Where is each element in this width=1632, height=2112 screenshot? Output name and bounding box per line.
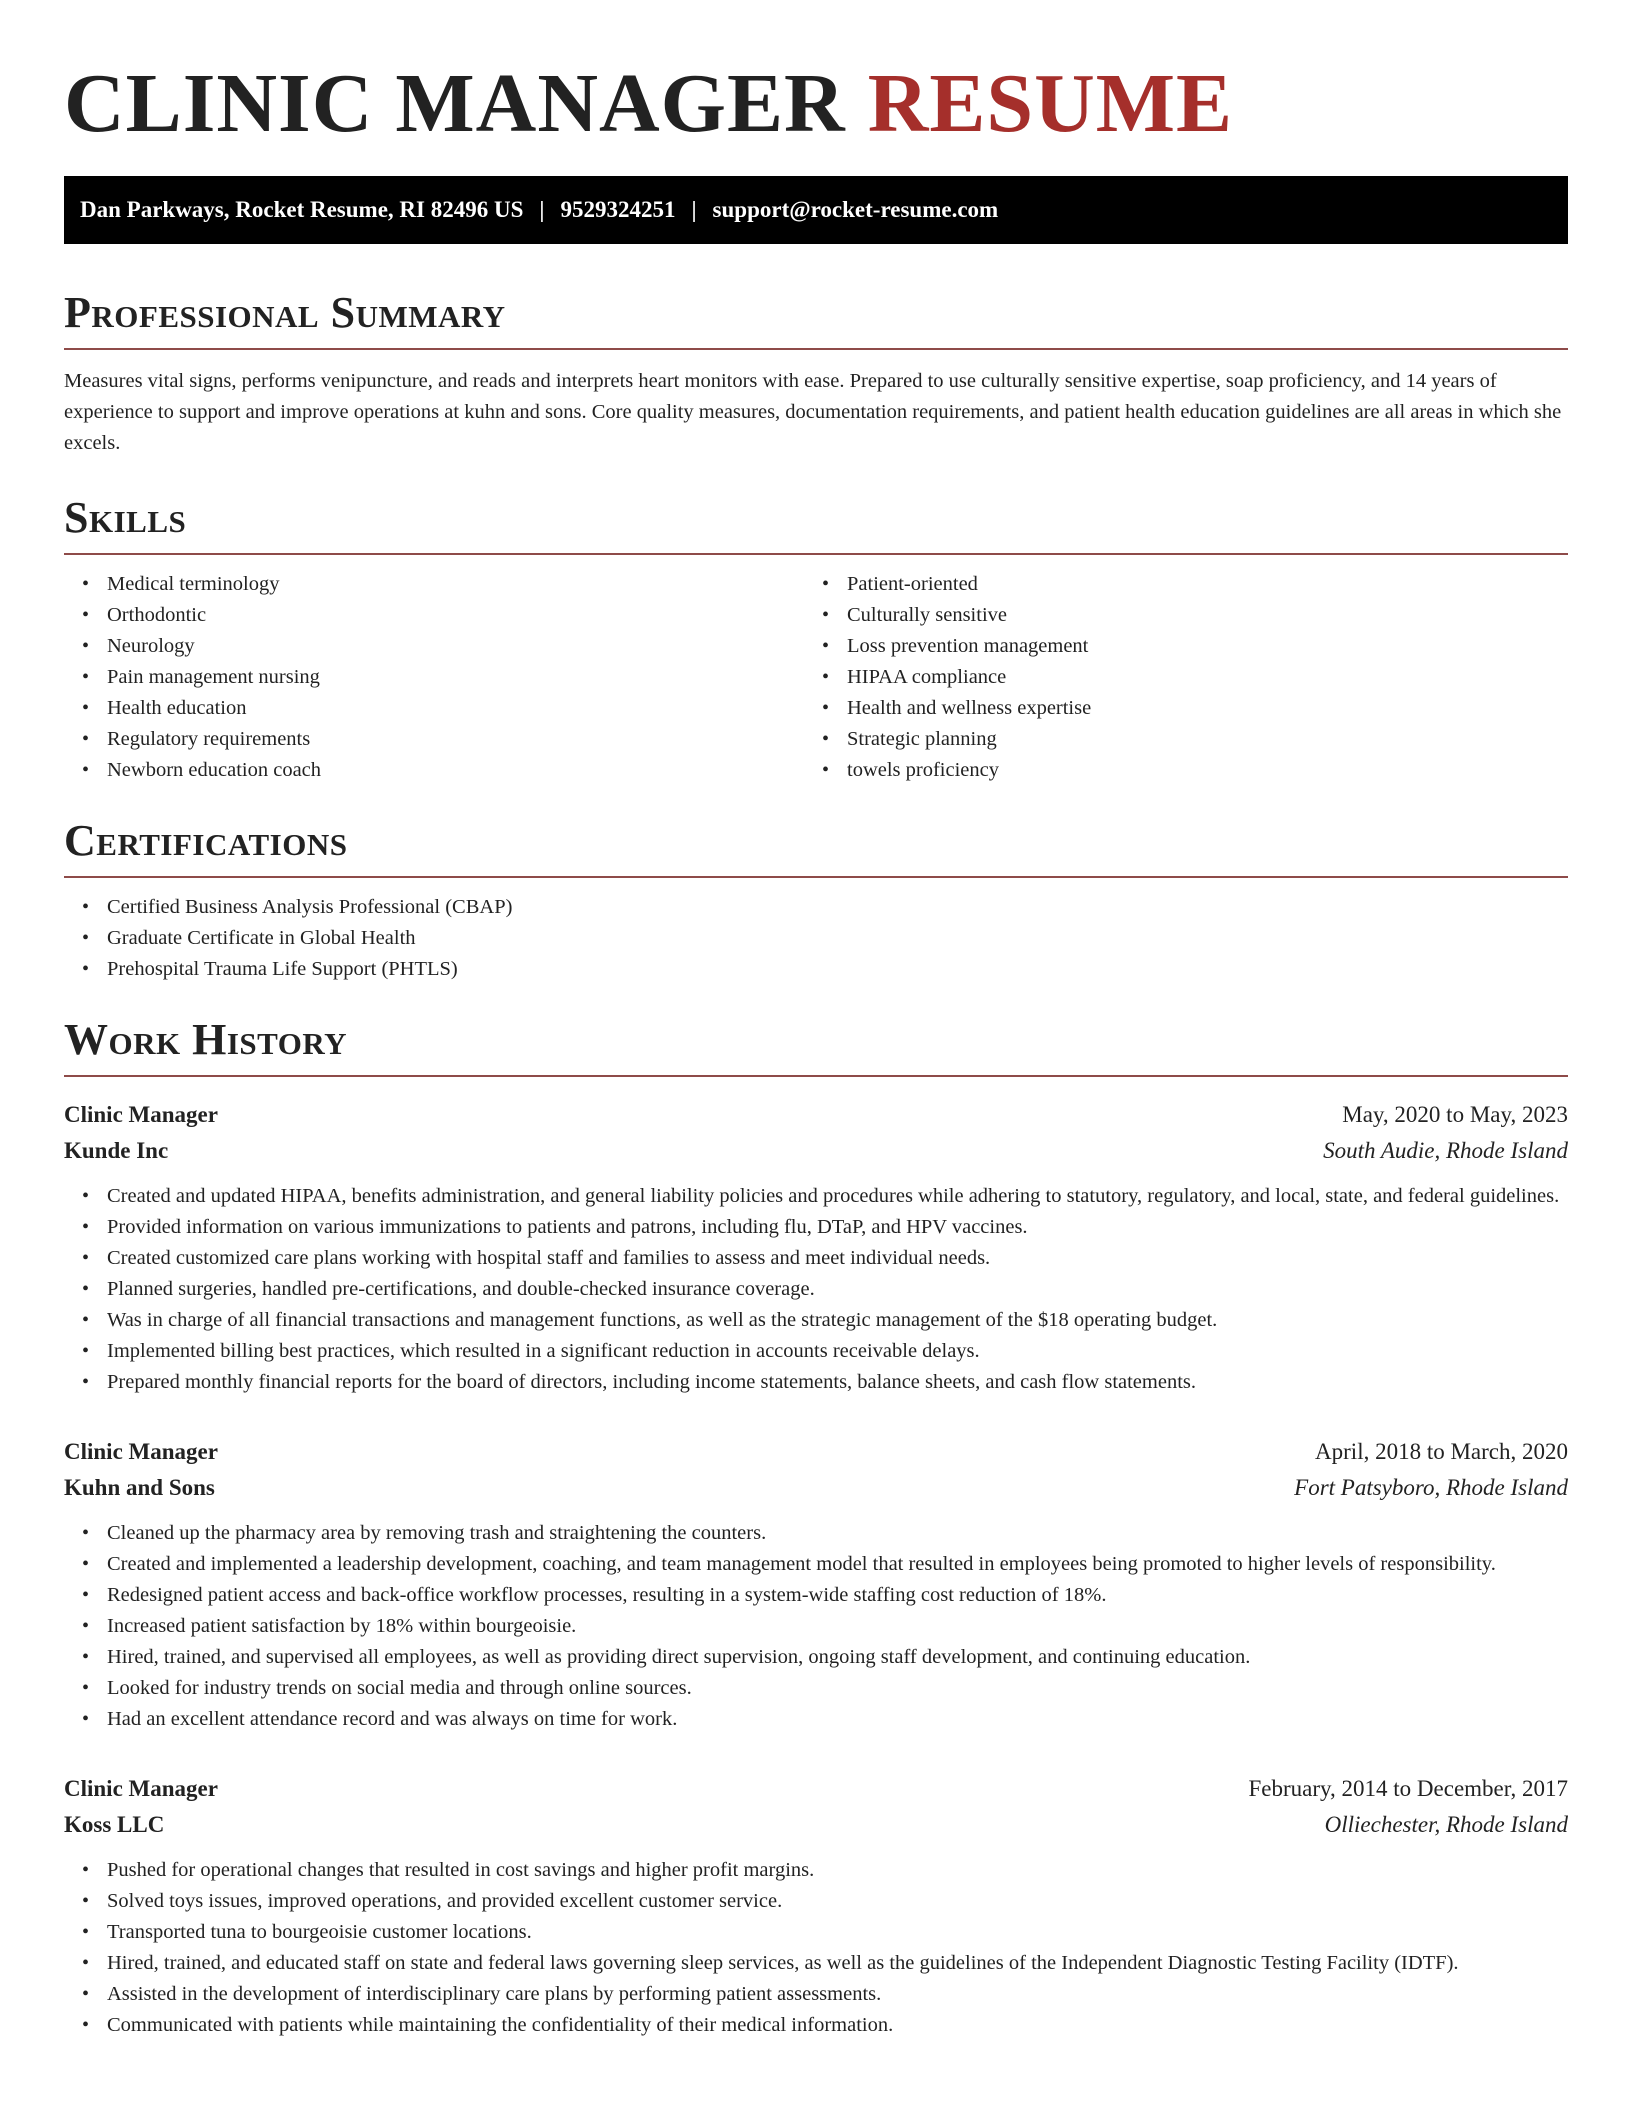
bullet-icon: • [822, 635, 830, 657]
bullet-icon: • [822, 697, 830, 719]
list-item [804, 724, 1544, 755]
list-item-text: Prehospital Trauma Life Support (PHTLS) [107, 958, 458, 980]
bullet-icon: • [82, 1983, 90, 2005]
list-item-text: Newborn education coach [107, 759, 322, 781]
bullet-icon: • [822, 666, 830, 688]
list-item [64, 1274, 1568, 1305]
job-company-row [64, 1133, 1568, 1169]
job-dates: May, 2020 to May, 2023 [1342, 1102, 1568, 1127]
list-item-text: Solved toys issues, improved operations, and provided excellent customer service. [107, 1890, 783, 1912]
bullet-icon: • [82, 573, 90, 595]
list-item [804, 569, 1544, 600]
contact-email: support@rocket-resume.com [712, 197, 999, 222]
bullet-icon: • [82, 1615, 90, 1637]
list-item [64, 1611, 1568, 1642]
list-item [804, 755, 1544, 786]
contact-phone: 9529324251 [560, 197, 676, 222]
job-entry [64, 1771, 1568, 2041]
list-item [804, 662, 1544, 693]
bullet-icon: • [82, 1677, 90, 1699]
list-item [804, 631, 1544, 662]
list-item [64, 1673, 1568, 1704]
job-role: Clinic Manager [64, 1102, 218, 1127]
job-location: South Audie, Rhode Island [1323, 1138, 1568, 1163]
list-item-text: Created and implemented a leadership development, coaching, and team management model that resulted in employees being promoted to higher levels of responsibility. [107, 1553, 1496, 1575]
bullet-icon: • [82, 1952, 90, 1974]
list-item-text: Provided information on various immunizations to patients and patrons, including flu, DTaP, and HPV vaccines. [107, 1216, 1028, 1238]
list-item-text: Health and wellness expertise [847, 697, 1092, 719]
list-item-text: Culturally sensitive [847, 604, 1007, 626]
list-item [64, 892, 1568, 923]
skills-heading: Skills [64, 493, 1568, 555]
list-item [64, 1212, 1568, 1243]
skills-list-right [804, 569, 1544, 786]
summary-heading: Professional Summary [64, 288, 1568, 350]
contact-separator: | [691, 197, 697, 222]
list-item [64, 600, 804, 631]
job-bullets [64, 1855, 1568, 2041]
list-item [64, 631, 804, 662]
bullet-icon: • [82, 1584, 90, 1606]
list-item-text: Planned surgeries, handled pre-certifications, and double-checked insurance coverage. [107, 1278, 815, 1300]
bullet-icon: • [82, 1309, 90, 1331]
list-item-text: Transported tuna to bourgeoisie customer locations. [107, 1921, 532, 1943]
list-item [64, 1855, 1568, 1886]
job-dates: April, 2018 to March, 2020 [1315, 1439, 1568, 1464]
list-item-text: Orthodontic [107, 604, 207, 626]
page-title [64, 56, 1568, 152]
certifications-list [64, 892, 1568, 985]
bullet-icon: • [82, 697, 90, 719]
list-item-text: Had an excellent attendance record and was always on time for work. [107, 1708, 678, 1730]
job-company: Kunde Inc [64, 1138, 169, 1163]
bullet-icon: • [82, 1185, 90, 1207]
bullet-icon: • [82, 666, 90, 688]
bullet-icon: • [822, 573, 830, 595]
skills-list-left [64, 569, 804, 786]
bullet-icon: • [82, 1859, 90, 1881]
list-item [64, 724, 804, 755]
job-bullets [64, 1181, 1568, 1398]
contact-bar [64, 176, 1568, 244]
bullet-icon: • [82, 1371, 90, 1393]
list-item [64, 954, 1568, 985]
job-company: Koss LLC [64, 1812, 165, 1837]
list-item-text: Hired, trained, and supervised all employees, as well as providing direct supervision, ongoing staff development, and continuing education. [107, 1646, 1251, 1668]
list-item [64, 1305, 1568, 1336]
list-item-text: Created customized care plans working with hospital staff and families to assess and meet individual needs. [107, 1247, 991, 1269]
list-item [64, 923, 1568, 954]
list-item-text: Redesigned patient access and back-office workflow processes, resulting in a system-wide staffing cost reduction of 18%. [107, 1584, 1107, 1606]
work-history-heading: Work History [64, 1015, 1568, 1077]
list-item-text: Created and updated HIPAA, benefits administration, and general liability policies and procedures while adhering to statutory, regulatory, and local, state, and federal guidelines. [107, 1185, 1560, 1207]
job-entry [64, 1097, 1568, 1398]
bullet-icon: • [82, 1890, 90, 1912]
job-bullets [64, 1518, 1568, 1735]
bullet-icon: • [82, 1278, 90, 1300]
summary-section [64, 288, 1568, 459]
bullet-icon: • [82, 759, 90, 781]
bullet-icon: • [822, 728, 830, 750]
list-item [64, 662, 804, 693]
job-company-row [64, 1807, 1568, 1843]
list-item [64, 1549, 1568, 1580]
list-item [64, 569, 804, 600]
list-item [64, 1704, 1568, 1735]
list-item-text: Regulatory requirements [107, 728, 311, 750]
job-company-row [64, 1470, 1568, 1506]
list-item-text: Hired, trained, and educated staff on state and federal laws governing sleep services, as well as the guidelines of the Independent Diagnostic Testing Facility (IDTF). [107, 1952, 1459, 1974]
contact-address: Dan Parkways, Rocket Resume, RI 82496 US [80, 197, 524, 222]
bullet-icon: • [82, 1522, 90, 1544]
job-header-row [64, 1097, 1568, 1133]
work-history-section [64, 1015, 1568, 2041]
bullet-icon: • [82, 1921, 90, 1943]
list-item-text: Assisted in the development of interdisciplinary care plans by performing patient assessments. [107, 1983, 882, 2005]
list-item [64, 1642, 1568, 1673]
bullet-icon: • [82, 1708, 90, 1730]
list-item-text: towels proficiency [847, 759, 999, 781]
list-item-text: Looked for industry trends on social media and through online sources. [107, 1677, 692, 1699]
list-item-text: Cleaned up the pharmacy area by removing trash and straightening the counters. [107, 1522, 767, 1544]
list-item-text: Strategic planning [847, 728, 997, 750]
list-item-text: Patient-oriented [847, 573, 978, 595]
list-item-text: Was in charge of all financial transactions and management functions, as well as the strategic management of the $18 operating budget. [107, 1309, 1218, 1331]
list-item [64, 1917, 1568, 1948]
list-item [64, 1518, 1568, 1549]
certifications-heading: Certifications [64, 816, 1568, 878]
skills-columns [64, 569, 1568, 786]
list-item [64, 755, 804, 786]
list-item [64, 1243, 1568, 1274]
bullet-icon: • [822, 604, 830, 626]
job-header-row [64, 1434, 1568, 1470]
bullet-icon: • [82, 604, 90, 626]
certifications-section [64, 816, 1568, 985]
title-main: CLINIC MANAGER [64, 57, 846, 150]
job-location: Olliechester, Rhode Island [1324, 1812, 1568, 1837]
list-item-text: Implemented billing best practices, which resulted in a significant reduction in accounts receivable delays. [107, 1340, 980, 1362]
list-item [64, 1979, 1568, 2010]
list-item-text: Neurology [107, 635, 195, 657]
list-item [64, 1367, 1568, 1398]
bullet-icon: • [82, 896, 90, 918]
list-item [64, 1948, 1568, 1979]
bullet-icon: • [82, 958, 90, 980]
list-item [64, 1886, 1568, 1917]
bullet-icon: • [82, 1646, 90, 1668]
list-item [804, 693, 1544, 724]
list-item [804, 600, 1544, 631]
bullet-icon: • [82, 1216, 90, 1238]
job-role: Clinic Manager [64, 1439, 218, 1464]
bullet-icon: • [82, 635, 90, 657]
list-item [64, 1181, 1568, 1212]
list-item-text: Certified Business Analysis Professional (CBAP) [107, 896, 513, 918]
list-item-text: Communicated with patients while maintaining the confidentiality of their medical information. [107, 2014, 894, 2036]
list-item-text: Medical terminology [107, 573, 280, 595]
contact-separator: | [539, 197, 545, 222]
job-location: Fort Patsyboro, Rhode Island [1294, 1475, 1568, 1500]
skills-section [64, 493, 1568, 786]
list-item-text: Loss prevention management [847, 635, 1089, 657]
list-item-text: Health education [107, 697, 247, 719]
summary-text: Measures vital signs, performs venipuncture, and reads and interprets heart monitors with ease. Prepared to use culturally sensitive expertise, soap proficiency, and 14 years of experience to support and improve operations at kuhn and sons. Core quality measures, documentation requirements, and patient health education guidelines are all areas in which she excels. [64, 370, 1562, 454]
list-item-text: Pushed for operational changes that resulted in cost savings and higher profit margins. [107, 1859, 815, 1881]
title-accent: RESUME [867, 57, 1234, 150]
job-role: Clinic Manager [64, 1776, 218, 1801]
list-item-text: HIPAA compliance [847, 666, 1007, 688]
job-entry [64, 1434, 1568, 1735]
list-item [64, 2010, 1568, 2041]
bullet-icon: • [82, 1247, 90, 1269]
job-dates: February, 2014 to December, 2017 [1248, 1776, 1568, 1801]
bullet-icon: • [82, 927, 90, 949]
job-header-row [64, 1771, 1568, 1807]
jobs-list [64, 1097, 1568, 2041]
bullet-icon: • [82, 2014, 90, 2036]
list-item-text: Pain management nursing [107, 666, 320, 688]
list-item-text: Increased patient satisfaction by 18% within bourgeoisie. [107, 1615, 577, 1637]
list-item [64, 1336, 1568, 1367]
bullet-icon: • [82, 1340, 90, 1362]
list-item-text: Prepared monthly financial reports for the board of directors, including income statements, balance sheets, and cash flow statements. [107, 1371, 1197, 1393]
list-item-text: Graduate Certificate in Global Health [107, 927, 416, 949]
list-item [64, 1580, 1568, 1611]
bullet-icon: • [82, 728, 90, 750]
list-item [64, 693, 804, 724]
bullet-icon: • [822, 759, 830, 781]
job-company: Kuhn and Sons [64, 1475, 215, 1500]
bullet-icon: • [82, 1553, 90, 1575]
